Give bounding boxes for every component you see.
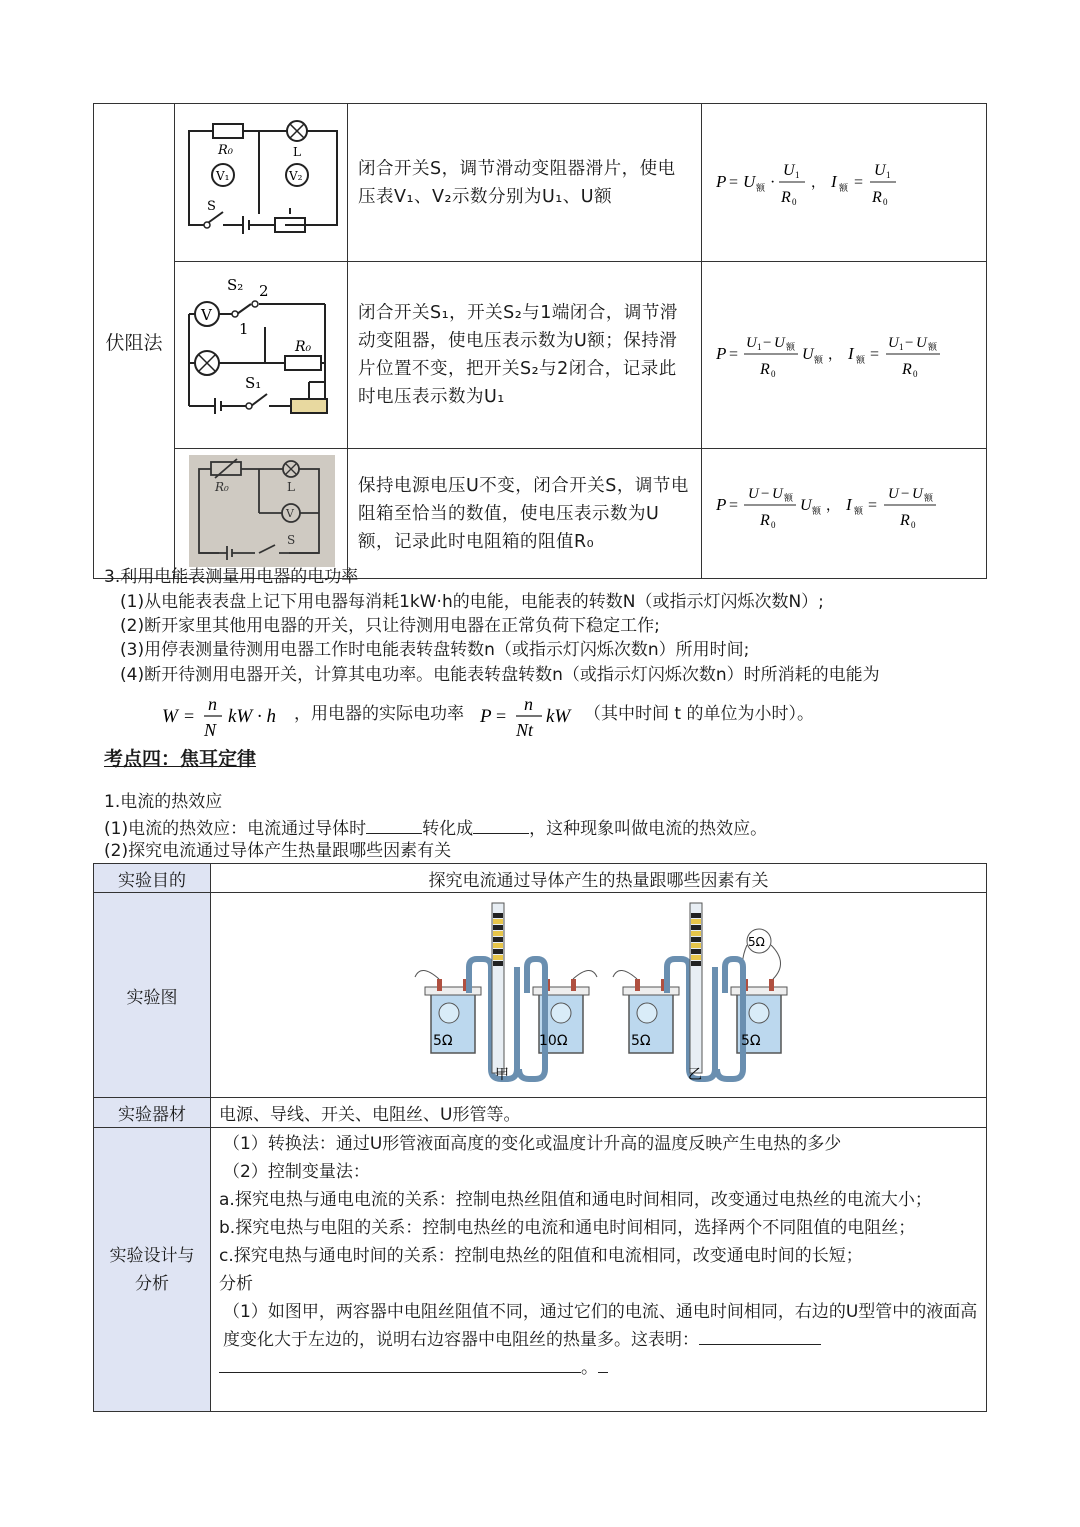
- svg-text:，: ，: [826, 498, 840, 514]
- svg-text:1: 1: [899, 342, 904, 352]
- svg-text:0: 0: [883, 196, 888, 207]
- svg-text:0: 0: [771, 369, 776, 379]
- svg-text:U: U: [888, 485, 899, 502]
- section-line1: [104, 815, 767, 841]
- energy-meter-item-2: (2)断开家里其他用电器的开关，只让待测用电器在正常负荷下稳定工作;: [120, 616, 660, 636]
- equipment-label: 实验器材: [94, 1098, 211, 1128]
- svg-text:R: R: [781, 188, 791, 206]
- circuit-photo-3: [175, 449, 348, 579]
- label-l-3: L: [287, 480, 295, 494]
- svg-text:kW: kW: [546, 706, 571, 727]
- energy-meter-heading: 3.利用电能表测量用电器的电功率: [104, 567, 359, 587]
- method-table: [93, 103, 987, 579]
- svg-text:额: 额: [756, 182, 766, 193]
- svg-text:I: I: [831, 171, 837, 191]
- svg-text:0: 0: [911, 519, 916, 530]
- purpose-text: 探究电流通过导体产生的热量跟哪些因素有关: [211, 864, 987, 893]
- svg-text:R: R: [900, 511, 910, 529]
- svg-text:R: R: [760, 361, 770, 378]
- line1-part-a: (1)电流的热效应：电流通过导体时: [104, 819, 367, 839]
- svg-text:R: R: [760, 511, 770, 529]
- resistor-yi-left: 5Ω: [631, 1033, 651, 1049]
- design-cell: [211, 1128, 987, 1412]
- formula-1: [702, 104, 987, 262]
- label-s: S: [207, 199, 216, 214]
- svg-text:P: P: [716, 344, 727, 363]
- step-text-1: 闭合开关S，调节滑动变阻器滑片，使电压表V₁、V₂示数分别为U₁、U额: [348, 104, 702, 262]
- svg-text:kW · h: kW · h: [228, 706, 277, 727]
- svg-text:=: =: [729, 346, 739, 363]
- energy-formula-tail: （其中时间 t 的单位为小时）。: [584, 704, 814, 724]
- design-line-8: [211, 1354, 986, 1382]
- experiment-figure: [211, 893, 987, 1092]
- svg-text:额: 额: [856, 355, 866, 365]
- step-text-2: 闭合开关S₁，开关S₂与1端闭合，调节滑动变阻器，使电压表示数为U额；保持滑片位置不变，把开关S₂与2闭合，记录此时电压表示数为U₁: [348, 262, 702, 449]
- svg-text:0: 0: [913, 369, 918, 379]
- caption-jia: 甲: [495, 1067, 509, 1083]
- svg-text:=: =: [496, 706, 507, 726]
- label-v1: V₁: [216, 169, 230, 183]
- svg-text:额: 额: [814, 355, 824, 365]
- formula-1-graphic: [716, 146, 986, 216]
- svg-text:额: 额: [928, 342, 938, 352]
- svg-text:R: R: [872, 188, 882, 206]
- design-line-7: [211, 1298, 986, 1354]
- label-v-3: V: [286, 507, 294, 520]
- svg-text:=: =: [870, 346, 880, 363]
- line1-part-b: 转化成: [422, 819, 474, 839]
- resistor-yi-right: 5Ω: [741, 1033, 761, 1049]
- section-title: 考点四：焦耳定律: [104, 748, 257, 770]
- svg-text:U: U: [916, 335, 927, 351]
- energy-formula-line: [160, 690, 980, 740]
- label-2: 2: [259, 282, 269, 300]
- label-l: L: [293, 145, 301, 159]
- svg-text:额: 额: [924, 492, 934, 503]
- svg-text:=: =: [184, 706, 195, 726]
- step-text-3: 保持电源电压U不变，闭合开关S，调节电阻箱至恰当的数值，使电压表示数为U额，记录此时电阻箱的阻值R₀: [348, 449, 702, 579]
- svg-text:U: U: [748, 485, 759, 502]
- svg-text:−: −: [905, 335, 914, 351]
- equipment-text: 电源、导线、开关、电阻丝、U形管等。: [211, 1098, 987, 1128]
- svg-text:n: n: [524, 694, 533, 714]
- resistor-jia-left: 5Ω: [433, 1033, 453, 1049]
- label-1: 1: [239, 320, 249, 338]
- svg-text:=: =: [868, 496, 878, 514]
- svg-text:I: I: [846, 494, 852, 514]
- label-r0-3: R₀: [215, 480, 229, 494]
- analysis-text: （1）如图甲，两容器中电阻丝阻值不同，通过它们的电流、通电时间相同，右边的U型管中的液面高度变化大于左边的，说明右边容器中电阻丝的热量多。这表明：: [223, 1302, 978, 1350]
- answer-blank-2[interactable]: [219, 1354, 581, 1373]
- svg-text:=: =: [729, 496, 739, 514]
- svg-text:−: −: [901, 485, 910, 502]
- figure-label: 实验图: [94, 893, 211, 1098]
- svg-text:U: U: [800, 496, 812, 514]
- svg-text:−: −: [763, 335, 772, 351]
- circuit-diagram-2: [175, 262, 348, 449]
- formula-3: [702, 449, 987, 579]
- svg-text:I: I: [848, 344, 854, 363]
- svg-text:n: n: [208, 694, 217, 714]
- design-line-5: c.探究电热与通电时间的关系：控制电热丝的阻值和电流相同，改变通电时间的长短；: [219, 1246, 863, 1266]
- experiment-table: [93, 863, 987, 1412]
- svg-text:P: P: [716, 494, 727, 514]
- svg-text:U: U: [783, 161, 795, 179]
- label-s-3: S: [287, 533, 296, 547]
- svg-text:=: =: [854, 173, 864, 191]
- svg-text:W: W: [162, 706, 178, 727]
- label-v2: V₂: [289, 169, 303, 183]
- svg-text:额: 额: [854, 505, 864, 516]
- design-label: 实验设计与分析: [94, 1128, 211, 1412]
- figure-cell: [211, 893, 987, 1098]
- label-v: V: [201, 306, 212, 324]
- blank-1[interactable]: [366, 815, 422, 834]
- svg-text:−: −: [761, 485, 770, 502]
- method-name: 伏阻法: [94, 104, 175, 579]
- design-line-2: （2）控制变量法：: [223, 1162, 370, 1182]
- svg-text:额: 额: [784, 492, 794, 503]
- svg-text:·: ·: [770, 173, 776, 191]
- resistor-yi-extra: 5Ω: [748, 935, 765, 949]
- energy-meter-item-1: (1)从电能表表盘上记下用电器每消耗1kW·h的电能，电能表的转数N（或指示灯闪烁次数N）;: [120, 592, 824, 612]
- purpose-label: 实验目的: [94, 864, 211, 893]
- svg-text:额: 额: [786, 342, 796, 352]
- svg-text:U: U: [888, 335, 899, 351]
- formula-2: [702, 262, 987, 449]
- label-s2: S₂: [227, 276, 244, 294]
- design-line-3: a.探究电热与通电电流的关系：控制电热丝阻值和通电时间相同，改变通过电热丝的电流大小；: [219, 1190, 932, 1210]
- svg-text:U: U: [912, 485, 923, 502]
- label-r0-2: R₀: [295, 339, 312, 355]
- svg-text:1: 1: [757, 342, 762, 352]
- formula-3-graphic: [716, 477, 986, 547]
- svg-text:0: 0: [792, 196, 797, 207]
- line1-part-c: ，这种现象叫做电流的热效应。: [529, 819, 768, 839]
- formula-2-graphic: [716, 318, 986, 388]
- section-sub1: 1.电流的热效应: [104, 792, 223, 812]
- resistor-jia-right: 10Ω: [539, 1033, 568, 1049]
- apparatus-yi: [613, 903, 787, 1083]
- svg-text:1: 1: [795, 169, 800, 180]
- design-line-4: b.探究电热与电阻的关系：控制电热丝的电流和通电时间相同，选择两个不同阻值的电阻丝；: [219, 1218, 916, 1238]
- label-s1: S₁: [245, 374, 262, 392]
- blank-2[interactable]: [473, 815, 529, 834]
- end-mark: 。: [581, 1358, 598, 1378]
- svg-text:N: N: [204, 720, 217, 740]
- caption-yi: 乙: [688, 1067, 702, 1083]
- svg-text:U: U: [874, 161, 886, 179]
- svg-text:P: P: [480, 706, 492, 727]
- energy-formula-mid: ，用电器的实际电功率: [294, 704, 464, 724]
- svg-text:Nt: Nt: [516, 720, 534, 740]
- svg-text:U: U: [743, 171, 756, 191]
- apparatus-jia: [415, 903, 597, 1083]
- svg-text:U: U: [772, 485, 783, 502]
- energy-meter-item-4: (4)断开待测用电器开关，计算其电功率。电能表转盘转数n（或指示灯闪烁次数n）时所消耗的电能为: [120, 665, 880, 685]
- svg-text:U: U: [746, 335, 757, 351]
- svg-text:额: 额: [839, 182, 849, 193]
- svg-text:R: R: [902, 361, 912, 378]
- design-line-6: 分析: [219, 1274, 253, 1294]
- answer-blank-3[interactable]: [598, 1354, 608, 1373]
- svg-text:额: 额: [812, 505, 822, 516]
- svg-text:P: P: [716, 171, 727, 191]
- label-r0: R₀: [218, 143, 233, 158]
- svg-text:，: ，: [828, 348, 842, 363]
- energy-meter-item-3: (3)用停表测量待测用电器工作时电能表转盘转数n（或指示灯闪烁次数n）所用时间;: [120, 640, 750, 660]
- answer-blank-1[interactable]: [699, 1326, 821, 1345]
- design-line-1: （1）转换法：通过U形管液面高度的变化或温度计升高的温度反映产生电热的多少: [223, 1134, 842, 1154]
- svg-text:0: 0: [771, 519, 776, 530]
- svg-text:U: U: [802, 346, 814, 363]
- svg-text:U: U: [774, 335, 785, 351]
- svg-text:=: =: [729, 173, 739, 191]
- section-line2: (2)探究电流通过导体产生热量跟哪些因素有关: [104, 841, 452, 861]
- circuit-diagram-1: [175, 104, 348, 262]
- svg-text:，: ，: [811, 175, 825, 191]
- svg-text:1: 1: [886, 169, 891, 180]
